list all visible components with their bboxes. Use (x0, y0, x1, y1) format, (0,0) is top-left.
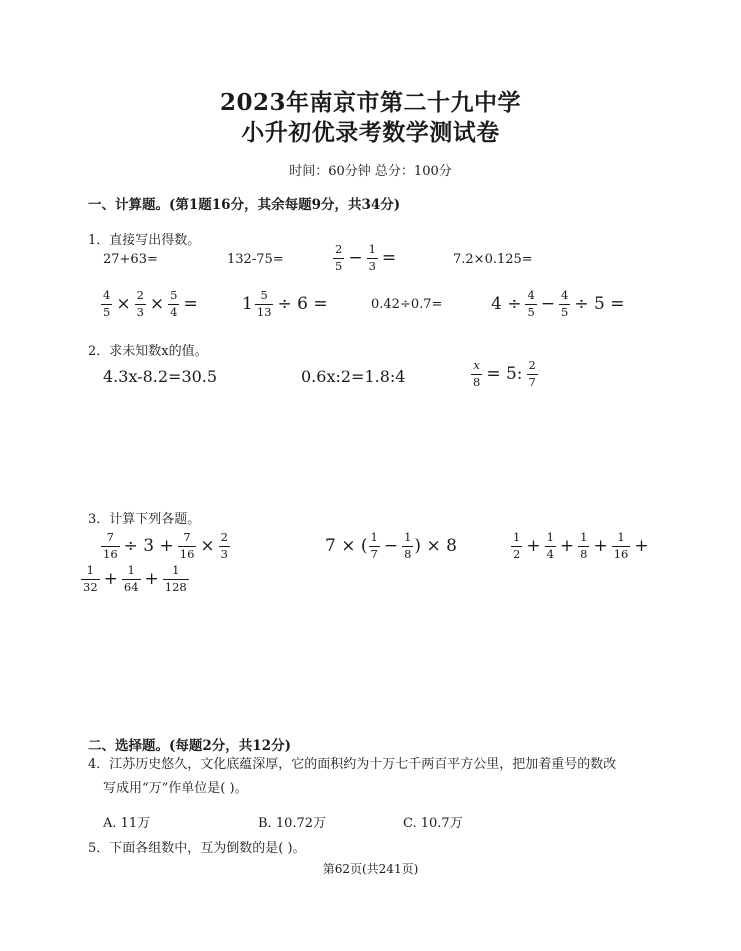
q2-label: 2．求未知数x的值。 (88, 344, 208, 359)
fraction: $\frac{4}{5}$ (561, 288, 569, 319)
page-number: 第62页(共241页) (322, 862, 419, 876)
fraction: $\frac{7}{16}$ (103, 530, 118, 561)
fraction: $\frac{1}{4}$ (546, 530, 554, 561)
q1-item-1: 27+63= (103, 252, 158, 267)
q1-label: 1．直接写出得数。 (88, 233, 201, 248)
q1-item-3: 7.2×0.125= (453, 252, 533, 267)
fraction: $\frac{7}{16}$ (179, 530, 195, 561)
q3-expression-3-row2: $\frac{1}{32}$ + $\frac{1}{64}$ + $\frac{1}{128}$ (83, 563, 187, 594)
fraction: $\frac{4}{5}$ (527, 288, 535, 319)
q2-equation-2: 0.6x:2=1.8:4 (301, 367, 406, 386)
fraction: $\frac{1}{8}$ (404, 530, 412, 561)
fraction: $\frac{2}{5}$ (335, 242, 343, 273)
section1-heading: 一、计算题。(第1题16分，其余每题9分，共34分) (88, 197, 401, 213)
q1-fraction-expr-2: $\frac{4}{5}$ × $\frac{2}{3}$ × $\frac{5}{4}$ = (103, 288, 198, 319)
fraction: $\frac{1}{64}$ (123, 563, 139, 594)
fraction: $\frac{1}{128}$ (164, 563, 187, 594)
fraction: $\frac{1}{7}$ (370, 530, 378, 561)
fraction: $\frac{1}{32}$ (83, 563, 98, 594)
q5-text-line1: 5．下面各组数中，互为倒数的是( )。 (88, 841, 306, 856)
fraction: $\frac{x}{8}$ (473, 358, 481, 389)
fraction: $\frac{1}{8}$ (580, 530, 588, 561)
q3-expression-3-row1: $\frac{1}{2}$ + $\frac{1}{4}$ + $\frac{1}{8}$ + $\frac{1}{16}$ + (513, 530, 649, 561)
page-subtitle: 小升初优录考数学测试卷 (241, 119, 500, 146)
q3-expression-1: $\frac{7}{16}$ ÷ 3 + $\frac{7}{16}$ × $\frac{2}{3}$ (103, 530, 228, 561)
fraction: $\frac{2}{3}$ (136, 288, 144, 319)
fraction: $\frac{1}{3}$ (368, 242, 376, 273)
q4-text-line2: 写成用“万”作单位是( )。 (103, 781, 248, 796)
q4-option-a: A. 11万 (103, 816, 151, 831)
page-title: 2023年南京市第二十九中学 (219, 89, 521, 116)
fraction: $\frac{1}{2}$ (513, 530, 521, 561)
q4-text-line1: 4．江苏历史悠久，文化底蕴深厚，它的面积约为十万七千两百平方公里，把加着重号的数改 (88, 757, 617, 772)
fraction: $\frac{5}{4}$ (170, 288, 178, 319)
q3-expression-2: 7 × ( $\frac{1}{7}$ − $\frac{1}{8}$ ) × 8 (325, 530, 457, 561)
q4-option-b: B. 10.72万 (258, 816, 327, 831)
exam-meta: 时间：60分钟 总分：100分 (289, 164, 452, 179)
q2-equation-3: $\frac{x}{8}$ = 5: $\frac{2}{7}$ (473, 358, 536, 389)
q2-equation-1: 4.3x-8.2=30.5 (103, 367, 218, 386)
q1-item-2: 132-75= (227, 252, 284, 267)
q3-label: 3．计算下列各题。 (88, 512, 201, 527)
q1-fraction-expr-3: 1 $\frac{5}{13}$ ÷ 6 = (242, 288, 328, 319)
fraction: $\frac{1}{16}$ (613, 530, 629, 561)
q1-fraction-expr-4: 4 ÷ $\frac{4}{5}$ − $\frac{4}{5}$ ÷ 5 = (491, 288, 625, 319)
q1-fraction-expr-1: $\frac{2}{5}$ − $\frac{1}{3}$ = (335, 242, 397, 273)
q1-item-4: 0.42÷0.7= (371, 297, 443, 312)
fraction: $\frac{2}{7}$ (528, 358, 536, 389)
fraction: $\frac{4}{5}$ (103, 288, 111, 319)
fraction: $\frac{2}{3}$ (220, 530, 228, 561)
fraction: $\frac{5}{13}$ (256, 288, 272, 319)
section2-heading: 二、选择题。(每题2分，共12分) (88, 738, 291, 754)
q4-option-c: C. 10.7万 (403, 816, 463, 831)
